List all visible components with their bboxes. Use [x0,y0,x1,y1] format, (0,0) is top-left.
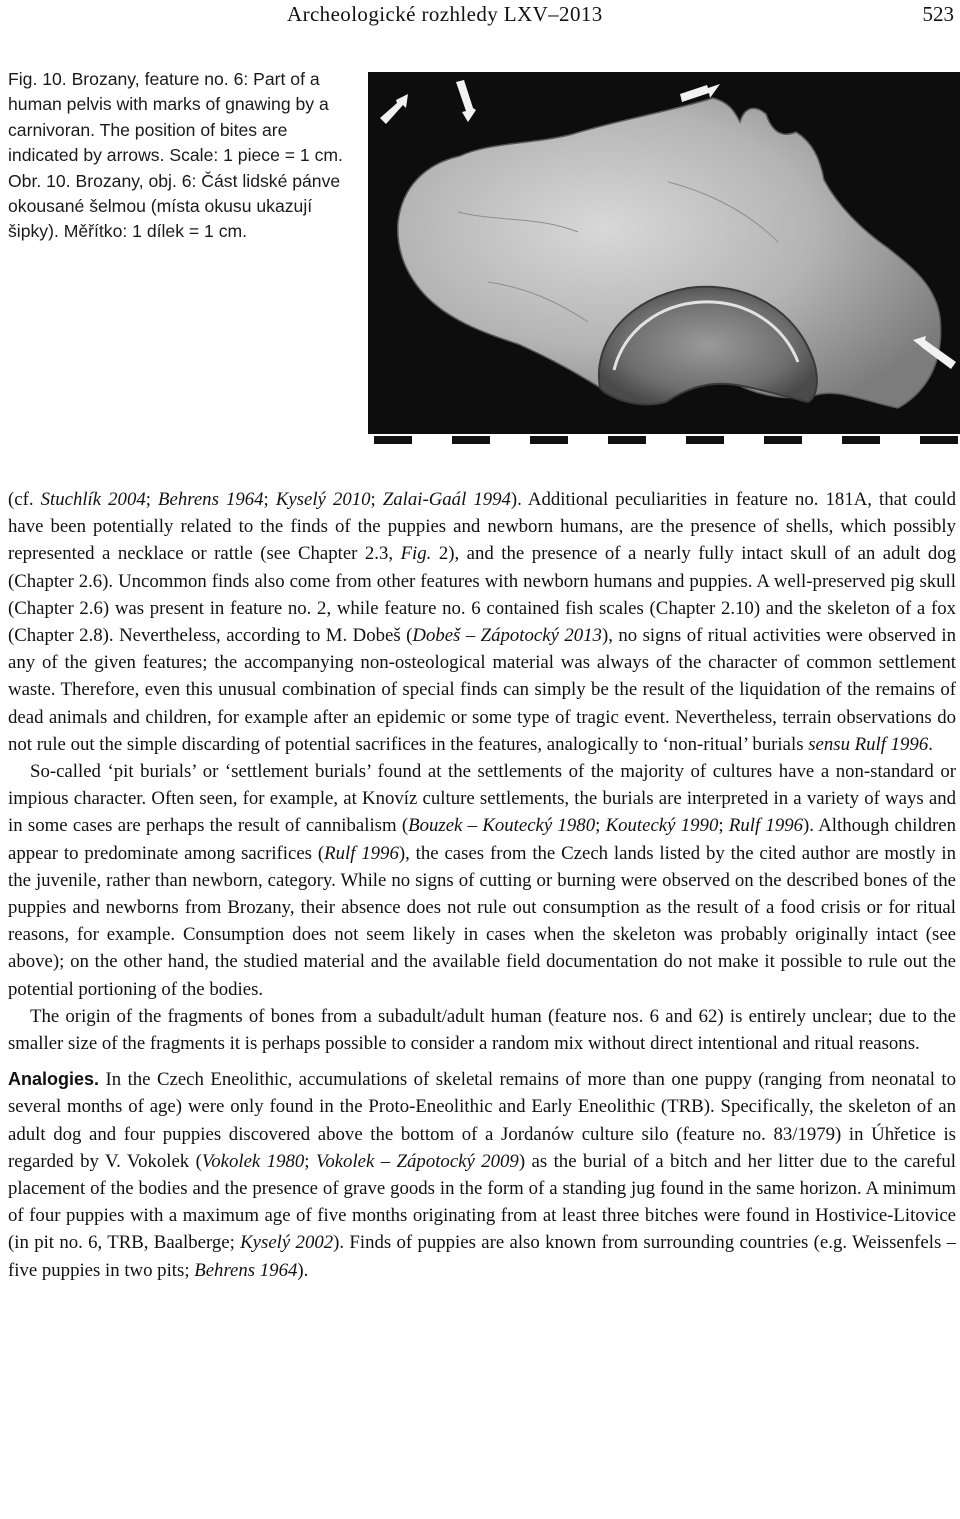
citation: Vokolek – Zápotocký 2009 [315,1150,519,1172]
pelvis-photo [368,72,960,444]
scale-segment [764,436,802,444]
caption-czech: Obr. 10. Brozany, obj. 6: Část lidské pánve okousané šelmou (místa okusu ukazují šipky). Měřítko: 1 dílek = 1 cm. [8,170,341,242]
running-header [0,2,960,28]
scale-bar [374,436,958,444]
citation: Stuchlík 2004 [40,489,146,510]
paragraph: The origin of the fragments of bones from a subadult/adult human (feature nos. 6 and 62) is entirely unclear; due to the smaller size of the fragments it is perhaps possible to consider a random mix without direct intentional and ritual reasons. [8,1005,956,1055]
citation: Koutecký 1990 [605,815,719,837]
citation: Rulf 1996 [324,842,399,864]
scale-segment [452,436,490,444]
paragraph: So-called ‘pit burials’ or ‘settlement burials’ found at the settlements of the majority of cultures have a non-standard or impious character. Often seen, for example, at Knovíz culture settlements, the burials are interpreted in a variety of ways and in some cases are perhaps the result of cannibalism (Bouzek – Koutecký 1980; Koutecký 1990; Rulf 1996). Although children appear to predominate among sacrifices (Rulf 1996), the cases from the Czech lands listed by the cited author are mostly in the juvenile, rather than newborn, category. While no signs of cutting or burning were observed on the described bones of the puppies and newborns from Brozany, their absence does not rule out consumption as the result of a food crisis or for ritual reasons, for example. Consumption does not seem likely in cases when the skeleton was probably originally intact (see above); on the other hand, the studied material and the available field documentation do not make it possible to rule out the potential portioning of the bodies. [8,761,957,1000]
citation: Bouzek – Koutecký 1980 [408,815,596,837]
section-heading: Analogies. [8,1069,100,1090]
caption-english: Fig. 10. Brozany, feature no. 6: Part of a human pelvis with marks of gnawing by a carnivoran. The position of bites are indicated by arrows. Scale: 1 piece = 1 cm. [8,69,343,166]
citation: Vokolek 1980 [201,1150,305,1172]
citation: Zalai-Gaál 1994 [382,489,511,510]
citation: Dobeš – Zápotocký 2013 [412,625,602,647]
citation: Behrens 1964 [158,489,264,510]
citation: sensu Rulf 1996 [808,733,929,755]
paragraph: Analogies. In the Czech Eneolithic, accumulations of skeletal remains of more than one puppy (ranging from neonatal to several months of age) were only found in the Proto-Eneolithic and Early Eneolithic (TRB). Specifically, the skeleton of an adult dog and four puppies discovered above the bottom of a Jordanów culture silo (feature no. 83/1979) in Úhřetice is regarded by V. Vokolek (Vokolek 1980; Vokolek – Zápotocký 2009) as the burial of a bitch and her litter due to the careful placement of the bodies and the presence of grave goods in the form of a standing jug found in the same horizon. A minimum of four puppies with a maximum age of five months originating from at least three bitches were found in Hostivice-Litovice (in pit no. 6, TRB, Baalberge; Kyselý 2002). Finds of puppies are also known from surrounding countries (e.g. Weissenfels – five puppies in two pits; Behrens 1964). [8,1069,957,1281]
scale-segment [920,436,958,444]
scale-segment [842,436,880,444]
scale-segment [608,436,646,444]
citation: Kyselý 2010 [275,489,371,510]
article-body [8,486,956,1284]
page-number: 523 [922,2,954,26]
scale-segment [374,436,412,444]
paragraph: (cf. Stuchlík 2004; Behrens 1964; Kyselý 2010; Zalai-Gaál 1994). Additional peculiarities in feature no. 181A, that could have been potentially related to the finds of the puppies and newborn humans, are the presence of shells, which possibly represented a necklace or rattle (see Chapter 2.3, Fig. 2), and the presence of a nearly fully intact skull of an adult dog (Chapter 2.6). Uncommon finds also come from other features with newborn humans and puppies. A well-preserved pig skull (Chapter 2.6) was present in feature no. 2, while feature no. 6 contained fish scales (Chapter 2.10) and the skeleton of a fox (Chapter 2.8). Nevertheless, according to M. Dobeš (Dobeš – Zápotocký 2013), no signs of ritual activities were observed in any of the given features; the accompanying non-osteological material was always of the character of common settlement waste. Therefore, even this unusual combination of special finds can simply be the result of the liquidation of the remains of dead animals and children, for example after an epidemic or some type of tragic event. Nevertheless, terrain observations do not rule out the simple discarding of potential sacrifices in the features, analogically to ‘non-ritual’ burials sensu Rulf 1996. [8,489,956,755]
citation: Behrens 1964 [194,1259,298,1281]
figure-reference: Fig. [400,543,432,565]
citation: Rulf 1996 [728,815,804,837]
scale-segment [686,436,724,444]
scale-segment [530,436,568,444]
journal-title: Archeologické rozhledy LXV–2013 [287,2,603,26]
citation: Kyselý 2002 [240,1232,334,1254]
figure-photo [368,72,960,444]
figure-caption [8,67,360,245]
